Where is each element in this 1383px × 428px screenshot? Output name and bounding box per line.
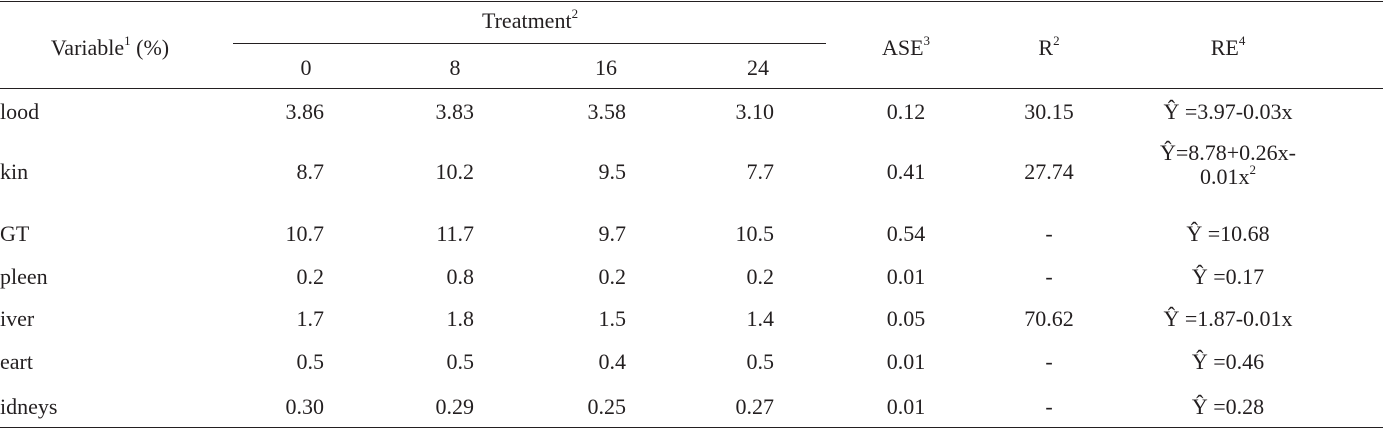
ase-value: 0.41 [886, 159, 926, 184]
cell-value: 8.7 [296, 159, 324, 184]
ase-value: 0.01 [886, 264, 926, 289]
ase-value: 0.01 [886, 394, 926, 419]
re-value [1160, 141, 1296, 189]
row-label: iver [0, 306, 35, 331]
cell-value: 9.5 [598, 159, 626, 184]
level-16-header: 16 [595, 55, 617, 80]
cell-value: 10.2 [435, 159, 474, 184]
cell-value: 10.5 [735, 221, 774, 246]
re-header: $RE^4$ [1210, 32, 1246, 60]
r2-value: - [1045, 394, 1053, 419]
ase-value: 0.05 [886, 306, 926, 331]
cell-value: 0.5 [746, 349, 774, 374]
row-label: GT [0, 221, 30, 246]
cell-value: 0.2 [598, 264, 626, 289]
row-label: eart [0, 349, 33, 374]
re-value: Ŷ =0.28 [1191, 394, 1265, 419]
re-value-line1: Ŷ=8.78+0.26x- [1159, 140, 1297, 165]
row-label: kin [0, 159, 29, 184]
cell-value: 0.29 [435, 394, 474, 419]
r2-value: - [1045, 264, 1053, 289]
cell-value: 1.4 [746, 306, 774, 331]
row-label: pleen [0, 264, 48, 289]
cell-value: 0.4 [598, 349, 626, 374]
re-value: Ŷ =3.97-0.03x [1163, 99, 1293, 124]
cell-value: 0.8 [446, 264, 474, 289]
cell-value: 3.58 [587, 99, 626, 124]
cell-value: 3.83 [435, 99, 474, 124]
r2-value: - [1045, 221, 1053, 246]
cell-value: 0.30 [285, 394, 324, 419]
cell-value: 0.27 [735, 394, 774, 419]
cell-value: 7.7 [746, 159, 774, 184]
cell-value: 0.5 [446, 349, 474, 374]
treatment-header: Treatment$^2$ [481, 5, 579, 33]
row-label: lood [0, 99, 40, 124]
treatment-underline [233, 43, 826, 44]
ase-value: 0.12 [886, 99, 926, 124]
cell-value: 1.8 [446, 306, 474, 331]
r2-value: 27.74 [1024, 159, 1074, 184]
re-value: Ŷ =10.68 [1186, 221, 1270, 246]
cell-value: 0.5 [296, 349, 324, 374]
r2-header: $R^2$ [1038, 32, 1060, 60]
variable-header: Variable$^1$ (%) [50, 32, 170, 60]
re-value: Ŷ =0.46 [1191, 349, 1265, 374]
r2-value: 70.62 [1024, 306, 1074, 331]
cell-value: 9.7 [598, 221, 626, 246]
cell-value: 0.25 [587, 394, 626, 419]
level-0-header: 0 [300, 55, 312, 80]
cell-value: 10.7 [285, 221, 324, 246]
re-value-line2: $0.01x^2$ [1200, 161, 1256, 189]
level-8-header: 8 [449, 55, 461, 80]
cell-value: 0.2 [746, 264, 774, 289]
cell-value: 11.7 [436, 221, 474, 246]
r2-value: 30.15 [1024, 99, 1074, 124]
cell-value: 3.86 [285, 99, 324, 124]
ase-value: 0.54 [886, 221, 926, 246]
ase-header: ASE$^3$ [881, 32, 931, 60]
top-rule [0, 1, 1383, 2]
cell-value: 1.5 [598, 306, 626, 331]
row-label: idneys [0, 394, 58, 419]
cell-value: 3.10 [735, 99, 774, 124]
re-value: Ŷ =0.17 [1191, 264, 1265, 289]
cell-value: 0.2 [296, 264, 324, 289]
level-24-header: 24 [747, 55, 769, 80]
re-value: Ŷ =1.87-0.01x [1163, 306, 1293, 331]
r2-value: - [1045, 349, 1053, 374]
ase-value: 0.01 [886, 349, 926, 374]
cell-value: 1.7 [296, 306, 324, 331]
header-bottom-rule [0, 88, 1383, 89]
